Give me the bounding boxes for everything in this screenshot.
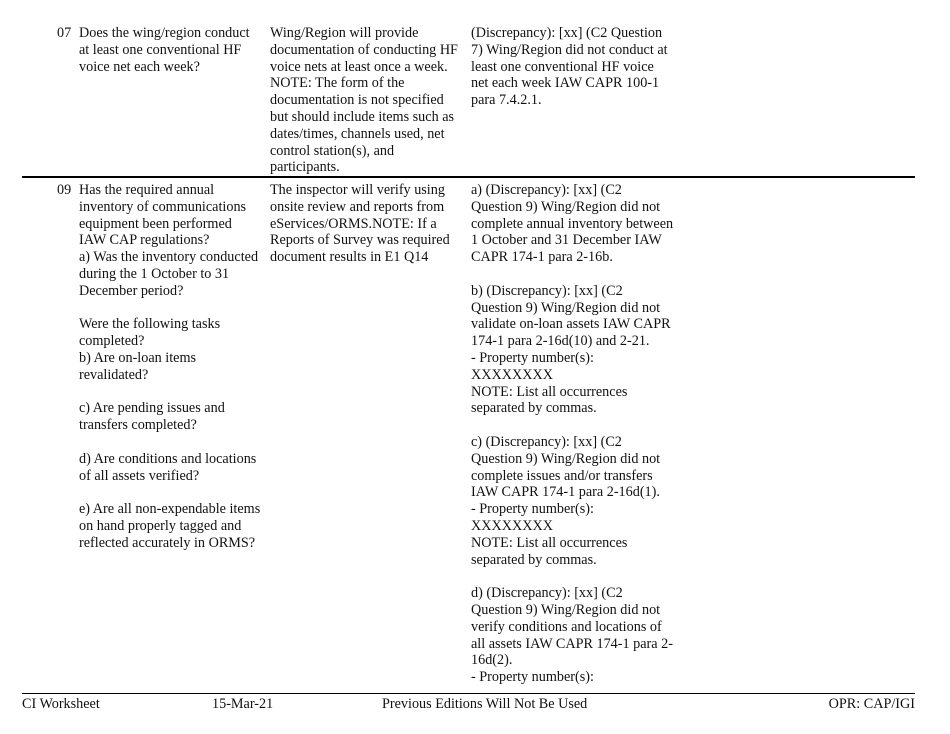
text-line bbox=[471, 568, 696, 585]
text-line: e) Are all non-expendable items bbox=[79, 501, 261, 518]
text-line: of all assets verified? bbox=[79, 467, 200, 484]
text-line: Has the required annual bbox=[79, 182, 215, 198]
text-line: Does the wing/region conduct bbox=[79, 25, 250, 41]
text-line: transfers completed? bbox=[79, 417, 197, 434]
text-line: Were the following tasks bbox=[79, 316, 221, 333]
text-line: - Property number(s): bbox=[471, 669, 594, 686]
text-line: complete issues and/or transfers bbox=[471, 467, 653, 484]
text-line: 7) Wing/Region did not conduct at bbox=[471, 41, 668, 58]
text-line: completed? bbox=[79, 333, 145, 350]
text-line: documentation of conducting HF bbox=[270, 41, 458, 58]
text-line: CAPR 174-1 para 2-16b. bbox=[471, 249, 613, 266]
text-line: c) (Discrepancy): [xx] (C2 bbox=[471, 433, 622, 450]
footer-notice: Previous Editions Will Not Be Used bbox=[382, 696, 588, 712]
text-line: NOTE: The form of the bbox=[270, 75, 405, 92]
text-line: all assets IAW CAPR 174-1 para 2- bbox=[471, 635, 673, 652]
footer-opr: OPR: CAP/IGI bbox=[828, 696, 915, 712]
text-line: inventory of communications bbox=[79, 198, 247, 215]
text-line: complete annual inventory between bbox=[471, 215, 674, 232]
text-line: IAW CAPR 174-1 para 2-16d(1). bbox=[471, 484, 660, 501]
text-line: NOTE: List all occurrences bbox=[471, 383, 628, 400]
text-line: reflected accurately in ORMS? bbox=[79, 534, 256, 551]
text-line: Question 9) Wing/Region did not bbox=[471, 450, 661, 467]
inspector-guidance bbox=[270, 25, 465, 176]
text-line: at least one conventional HF bbox=[79, 41, 242, 58]
text-line bbox=[79, 434, 269, 451]
text-line: Question 9) Wing/Region did not bbox=[471, 198, 661, 215]
text-line: - Property number(s): bbox=[471, 501, 594, 518]
text-line: NOTE: List all occurrences bbox=[471, 534, 628, 551]
text-line: 174-1 para 2-16d(10) and 2-21. bbox=[471, 333, 650, 350]
text-line: net each week IAW CAPR 100-1 bbox=[471, 75, 660, 92]
text-line: b) (Discrepancy): [xx] (C2 bbox=[471, 282, 623, 299]
page-footer bbox=[22, 693, 915, 734]
text-line: para 7.4.2.1. bbox=[471, 92, 542, 109]
text-line: c) Are pending issues and bbox=[79, 400, 225, 417]
text-line: December period? bbox=[79, 282, 184, 299]
text-line: eServices/ORMS.NOTE: If a bbox=[270, 215, 437, 232]
text-line: but should include items such as bbox=[270, 108, 455, 125]
row-separator bbox=[22, 176, 915, 178]
text-line: documentation is not specified bbox=[270, 92, 444, 109]
text-line: The inspector will verify using bbox=[270, 182, 445, 198]
text-line bbox=[79, 384, 269, 401]
text-line: a) Was the inventory conducted bbox=[79, 249, 259, 266]
text-line: d) (Discrepancy): [xx] (C2 bbox=[471, 585, 623, 602]
text-line: Question 9) Wing/Region did not bbox=[471, 299, 661, 316]
text-line: Question 9) Wing/Region did not bbox=[471, 601, 661, 618]
text-line bbox=[471, 417, 696, 434]
text-line bbox=[79, 484, 269, 501]
text-line: (Discrepancy): [xx] (C2 Question bbox=[471, 25, 663, 41]
text-line: 16d(2). bbox=[471, 652, 513, 669]
question-text bbox=[79, 182, 269, 552]
question-number: 07 bbox=[57, 25, 72, 41]
text-line: voice net each week? bbox=[79, 58, 200, 75]
text-line: revalidated? bbox=[79, 366, 149, 383]
text-line: document results in E1 Q14 bbox=[270, 249, 429, 266]
text-line: Wing/Region will provide bbox=[270, 25, 419, 41]
text-line: during the 1 October to 31 bbox=[79, 265, 230, 282]
text-line bbox=[471, 266, 696, 283]
text-line: separated by commas. bbox=[471, 551, 597, 568]
text-line: - Property number(s): bbox=[471, 349, 594, 366]
text-line: on hand properly tagged and bbox=[79, 517, 242, 534]
footer-form-name: CI Worksheet bbox=[22, 696, 100, 712]
text-line: a) (Discrepancy): [xx] (C2 bbox=[471, 182, 622, 198]
text-line: least one conventional HF voice bbox=[471, 58, 654, 75]
text-line: XXXXXXXX bbox=[471, 517, 553, 534]
text-line bbox=[79, 300, 269, 317]
text-line: dates/times, channels used, net bbox=[270, 125, 445, 142]
text-line: d) Are conditions and locations bbox=[79, 450, 257, 467]
text-line: equipment been performed bbox=[79, 215, 232, 232]
inspector-guidance bbox=[270, 182, 465, 266]
text-line: voice nets at least once a week. bbox=[270, 58, 448, 75]
footer-date: 15-Mar-21 bbox=[212, 696, 274, 712]
discrepancy-text bbox=[471, 25, 696, 109]
question-text bbox=[79, 25, 269, 75]
discrepancy-text bbox=[471, 182, 696, 686]
text-line: Reports of Survey was required bbox=[270, 232, 450, 249]
text-line: validate on-loan assets IAW CAPR bbox=[471, 316, 671, 333]
text-line: XXXXXXXX bbox=[471, 366, 553, 383]
text-line: verify conditions and locations of bbox=[471, 618, 662, 635]
text-line: onsite review and reports from bbox=[270, 198, 445, 215]
text-line: control station(s), and bbox=[270, 142, 395, 159]
text-line: 1 October and 31 December IAW bbox=[471, 232, 662, 249]
text-line: separated by commas. bbox=[471, 400, 597, 417]
text-line: participants. bbox=[270, 159, 340, 176]
text-line: b) Are on-loan items bbox=[79, 349, 197, 366]
question-number: 09 bbox=[57, 182, 72, 198]
text-line: IAW CAP regulations? bbox=[79, 232, 210, 249]
